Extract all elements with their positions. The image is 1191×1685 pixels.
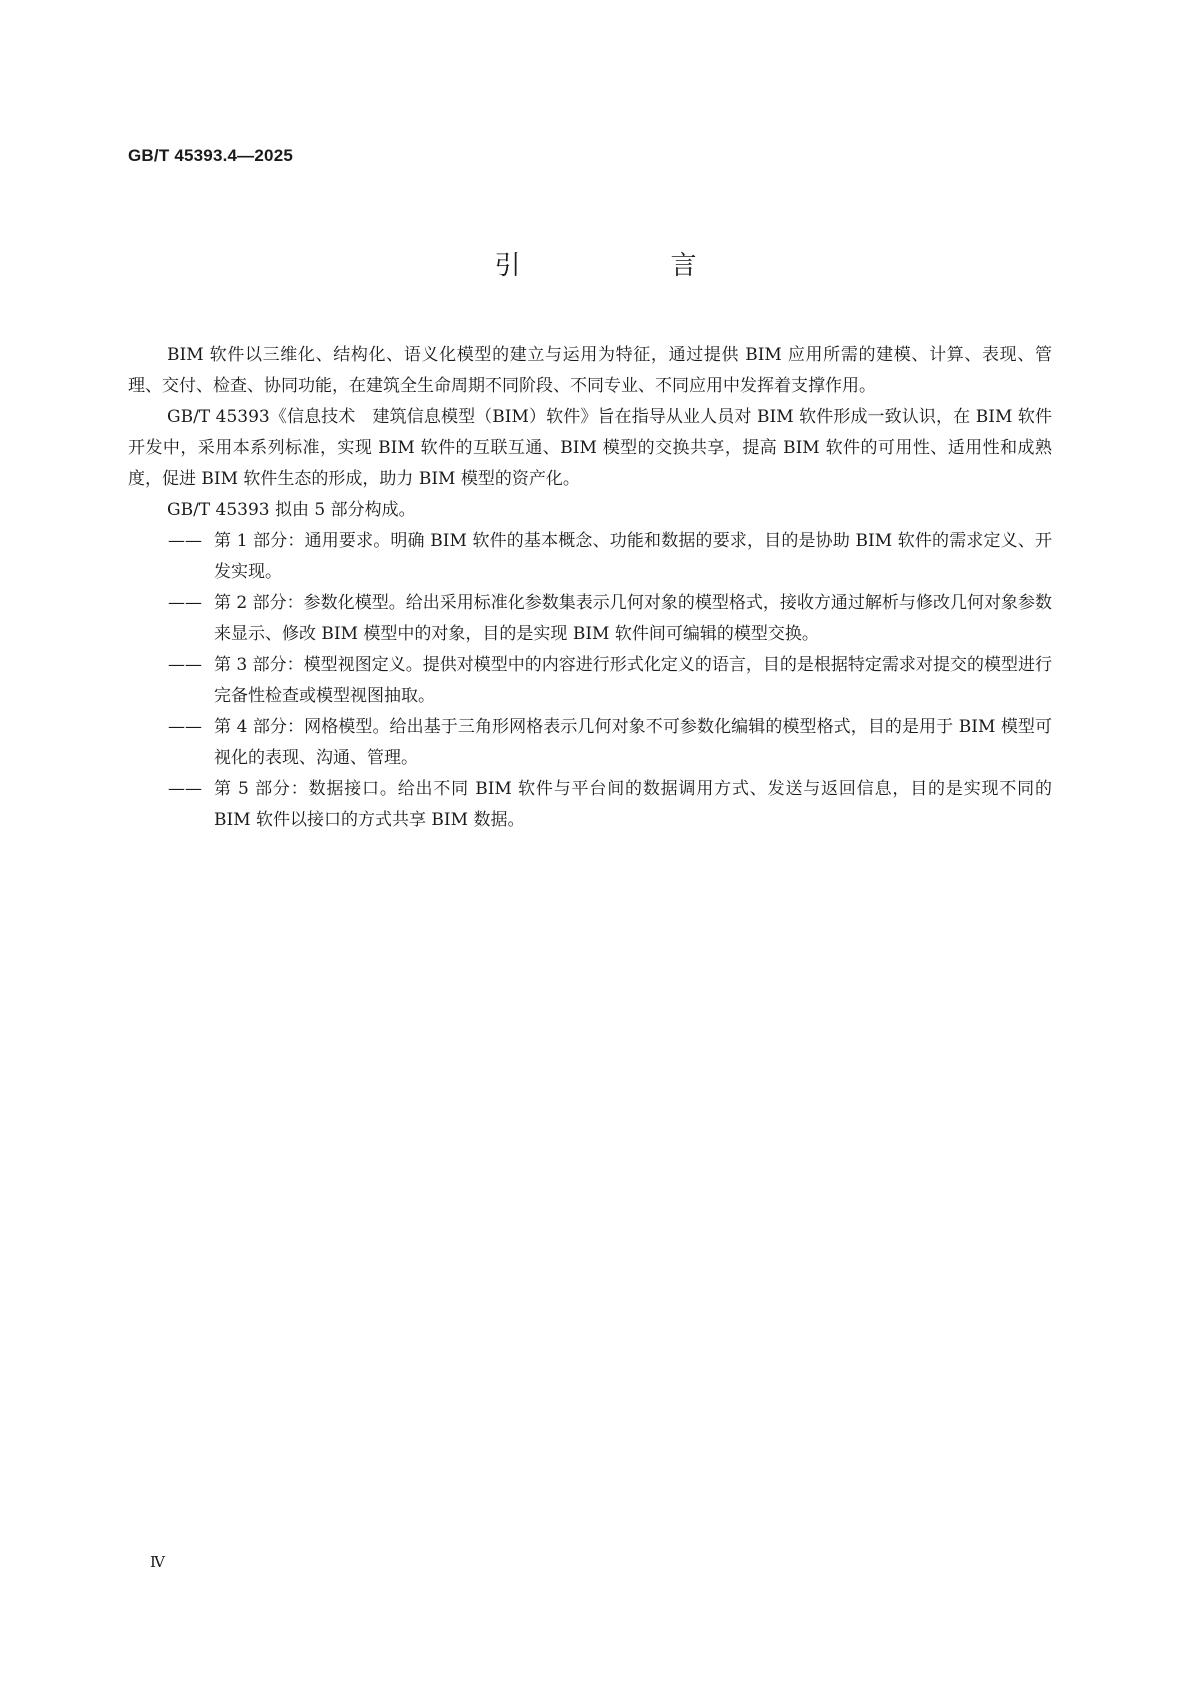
standard-number-header: GB/T 45393.4—2025 (128, 146, 293, 165)
list-dash: —— (168, 717, 202, 737)
paragraph-overview: BIM 软件以三维化、结构化、语义化模型的建立与运用为特征，通过提供 BIM 应用所需的建模、计算、表现、管理、交付、检查、协同功能，在建筑全生命周期不同阶段、不同专业、不同应用中发挥着支撑作用。 (128, 345, 1052, 396)
list-item-part-1 (128, 526, 1052, 588)
list-dash: —— (168, 593, 202, 613)
list-dash: —— (168, 655, 202, 675)
list-item-part-2 (128, 588, 1052, 650)
list-item-text: 第 2 部分：参数化模型。给出采用标准化参数集表示几何对象的模型格式，接收方通过解析与修改几何对象参数来显示、修改 BIM 模型中的对象，目的是实现 BIM 软件间可编辑的模型交换。 (214, 593, 1052, 644)
list-item-text: 第 3 部分：模型视图定义。提供对模型中的内容进行形式化定义的语言，目的是根据特定需求对提交的模型进行完备性检查或模型视图抽取。 (214, 655, 1052, 706)
list-dash: —— (168, 779, 202, 799)
list-item-text: 第 5 部分：数据接口。给出不同 BIM 软件与平台间的数据调用方式、发送与返回信息，目的是实现不同的 BIM 软件以接口的方式共享 BIM 数据。 (214, 779, 1052, 830)
list-item-part-5 (128, 774, 1052, 836)
list-item-part-4 (128, 712, 1052, 774)
section-title: 引 言 (494, 251, 759, 281)
paragraph-purpose: GB/T 45393《信息技术 建筑信息模型（BIM）软件》旨在指导从业人员对 BIM 软件形成一致认识，在 BIM 软件开发中，采用本系列标准，实现 BIM 软件的互联互通、BIM 模型的交换共享，提高 BIM 软件的可用性、适用性和成熟度，促进 BIM 软件生态的形成，助力 BIM 模型的资产化。 (128, 407, 1052, 489)
list-dash: —— (168, 531, 202, 551)
list-item-text: 第 4 部分：网格模型。给出基于三角形网格表示几何对象不可参数化编辑的模型格式，目的是用于 BIM 模型可视化的表现、沟通、管理。 (214, 717, 1052, 768)
introduction-body (128, 340, 1052, 836)
paragraph-structure: GB/T 45393 拟由 5 部分构成。 (167, 500, 416, 520)
list-item-text: 第 1 部分：通用要求。明确 BIM 软件的基本概念、功能和数据的要求，目的是协助 BIM 软件的需求定义、开发实现。 (214, 531, 1052, 582)
list-item-part-3 (128, 650, 1052, 712)
page-number: Ⅳ (150, 1553, 165, 1571)
